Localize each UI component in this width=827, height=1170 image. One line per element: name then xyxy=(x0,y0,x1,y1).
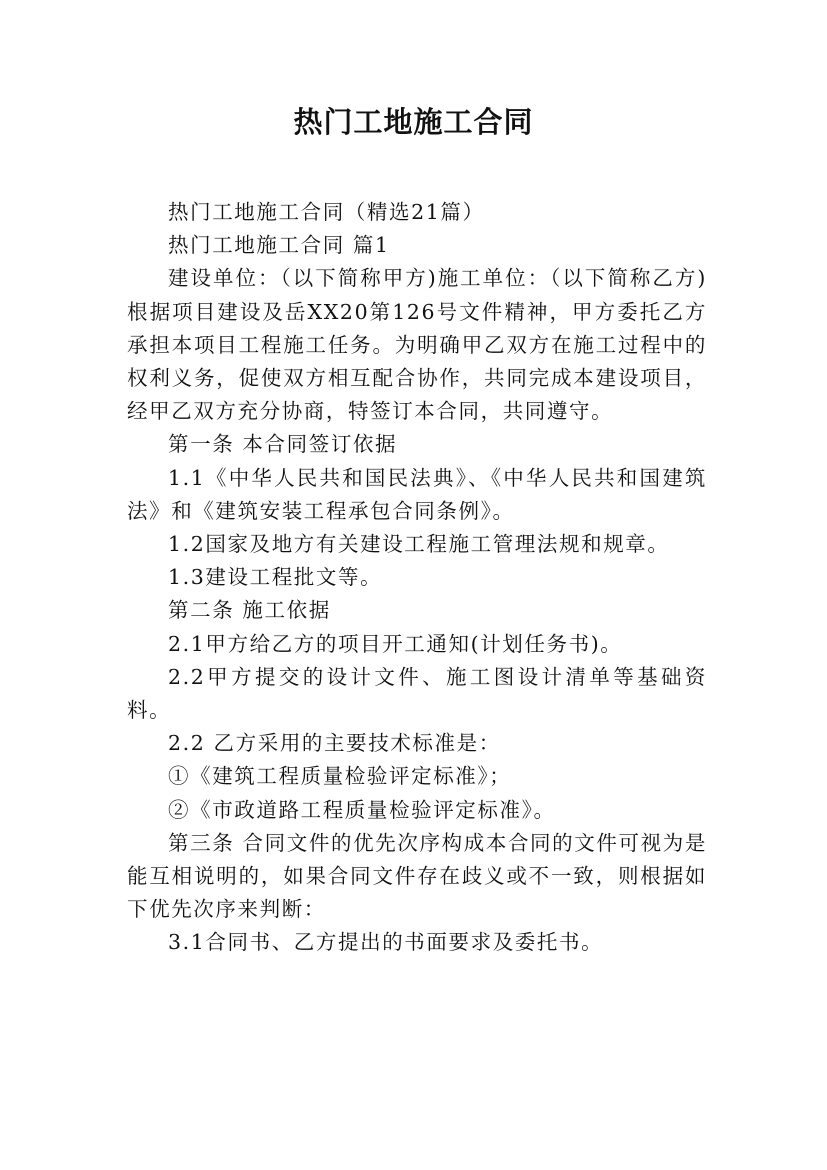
paragraph-clause-2-1: 2.1甲方给乙方的项目开工通知(计划任务书)。 xyxy=(168,631,623,656)
paragraph-clause-2-2a: 2.2甲方提交的设计文件、施工图设计清单等基础资料。 xyxy=(127,664,707,723)
paragraph-section-heading: 热门工地施工合同 篇1 xyxy=(168,233,390,258)
paragraph-subtitle: 热门工地施工合同（精选21篇） xyxy=(168,200,485,224)
paragraph-clause-1-3: 1.3建设工程批文等。 xyxy=(168,565,383,590)
paragraph-article-3: 第三条 合同文件的优先次序构成本合同的文件可视为是能互相说明的，如果合同文件存在歧义或不一致，则根据如下优先次序来判断： xyxy=(127,830,707,922)
paragraph-clause-1-2: 1.2国家及地方有关建设工程施工管理法规和规章。 xyxy=(168,532,670,557)
document-body xyxy=(127,196,707,960)
paragraph-article-1-heading: 第一条 本合同签订依据 xyxy=(168,432,398,457)
paragraph-preamble: 建设单位：（以下简称甲方)施工单位：（以下简称乙方)根据项目建设及岳XX20第126号文件精神，甲方委托乙方承担本项目工程施工任务。为明确甲乙双方在施工过程中的权利义务，促使双方相互配合协作，共同完成本建设项目，经甲乙双方充分协商，特签订本合同，共同遵守。 xyxy=(127,266,707,424)
paragraph-clause-1-1: 1.1《中华人民共和国民法典》、《中华人民共和国建筑法》和《建筑安装工程承包合同条例》。 xyxy=(127,465,707,523)
paragraph-clause-3-1: 3.1合同书、乙方提出的书面要求及委托书。 xyxy=(168,930,604,955)
paragraph-clause-2-2b: 2.2 乙方采用的主要技术标准是： xyxy=(168,731,501,756)
paragraph-article-2-heading: 第二条 施工依据 xyxy=(168,598,331,623)
paragraph-standard-1: ①《建筑工程质量检验评定标准》； xyxy=(168,764,512,789)
paragraph-standard-2: ②《市政道路工程质量检验评定标准》。 xyxy=(168,797,556,822)
document-title: 热门工地施工合同 xyxy=(293,105,534,139)
